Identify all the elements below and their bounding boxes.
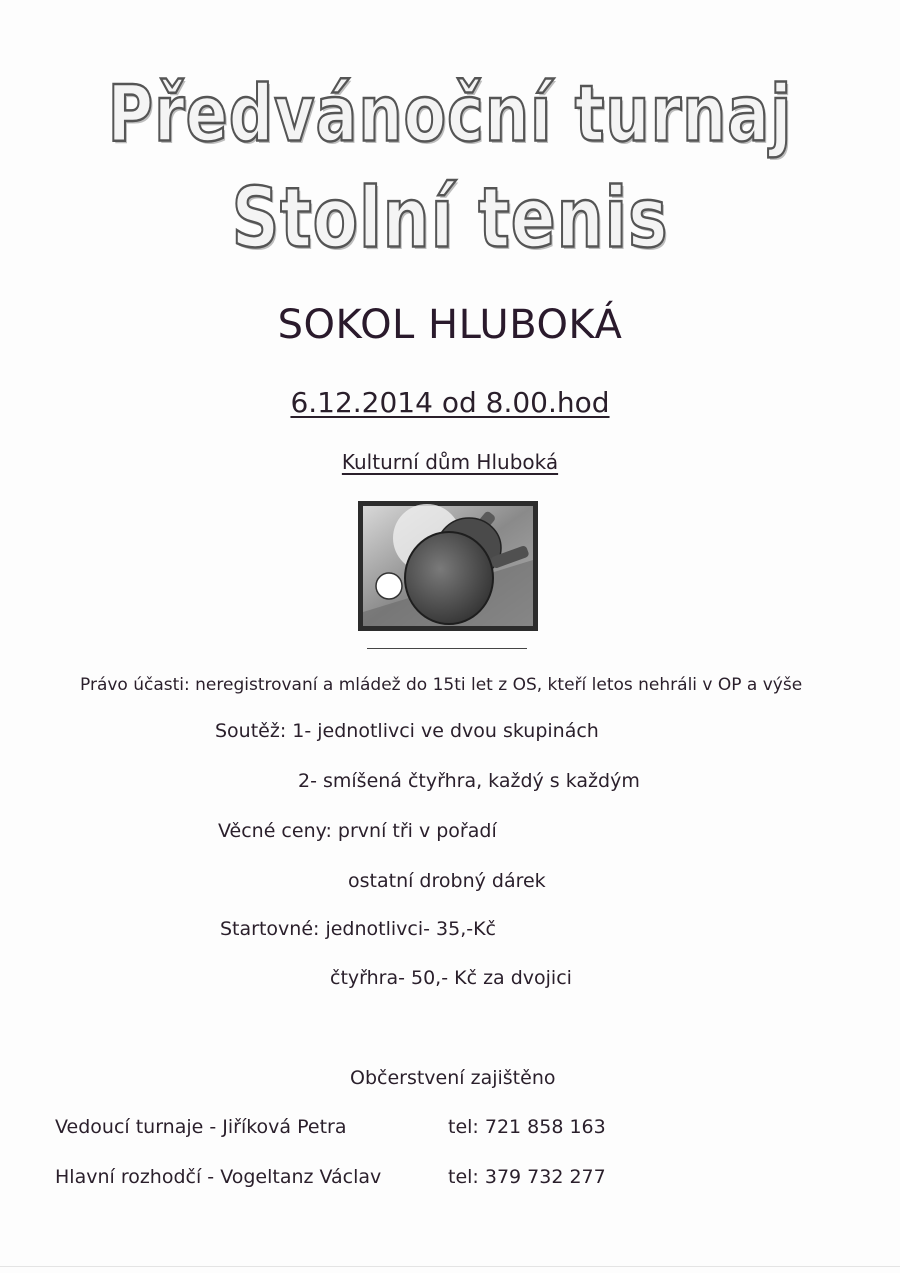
ping-pong-paddles-icon	[357, 500, 539, 632]
contact-2-name: Hlavní rozhodčí - Vogeltanz Václav	[55, 1166, 382, 1188]
fees-line-2: čtyřhra- 50,- Kč za dvojici	[330, 967, 572, 989]
contact-1-phone: tel: 721 858 163	[448, 1116, 606, 1138]
event-venue: Kulturní dům Hluboká	[341, 450, 559, 474]
competition-line-2: 2- smíšená čtyřhra, každý s každým	[298, 770, 640, 792]
organizer-name: SOKOL HLUBOKÁ	[277, 302, 623, 348]
event-date-wrapper	[0, 386, 900, 419]
refreshments-note: Občerstvení zajištěno	[350, 1067, 556, 1089]
poster-subtitle: Stolní tenis	[231, 170, 669, 267]
scan-edge-line	[0, 1266, 900, 1267]
competition-line-1: Soutěž: 1- jednotlivci ve dvou skupinách	[215, 720, 599, 742]
divider	[367, 648, 527, 649]
prizes-line-2: ostatní drobný dárek	[348, 870, 546, 892]
prizes-line-1: Věcné ceny: první tři v pořadí	[218, 820, 497, 842]
fees-line-1: Startovné: jednotlivci- 35,-Kč	[220, 918, 497, 940]
poster-title: Předvánoční turnaj	[107, 68, 793, 160]
contact-1-name: Vedoucí turnaje - Jiříková Petra	[55, 1116, 347, 1138]
event-date: 6.12.2014 od 8.00.hod	[290, 386, 610, 419]
contact-2-phone: tel: 379 732 277	[448, 1166, 606, 1188]
event-venue-wrapper	[0, 450, 900, 474]
participation-rules: Právo účasti: neregistrovaní a mládež do 15ti let z OS, kteří letos nehráli v OP a výše	[80, 675, 803, 695]
